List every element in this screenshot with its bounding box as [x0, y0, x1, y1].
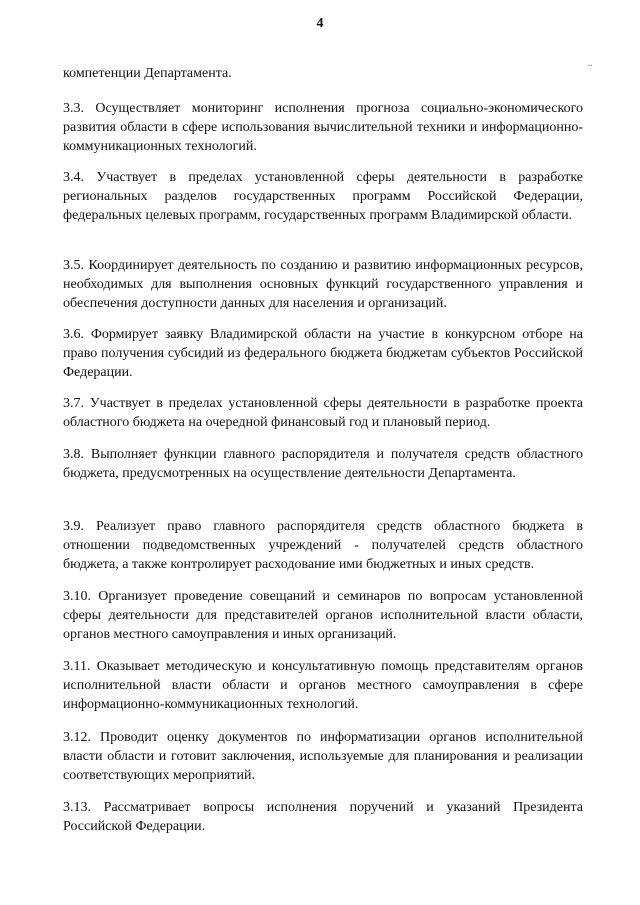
paragraph-3-8: 3.8. Выполняет функции главного распорядителя и получателя средств областного бюджета, предусмотренных на осуществление деятельности Департамента.	[63, 447, 583, 481]
paragraph-3-10: 3.10. Организует проведение совещаний и семинаров по вопросам установленной сферы деятельности для представителей органов исполнительной власти области, органов местного самоуправления и иных организаций.	[63, 589, 583, 642]
paragraph-3-13: 3.13. Рассматривает вопросы исполнения поручений и указаний Президента Российской Федерации.	[63, 800, 583, 834]
page-number: 4	[316, 16, 324, 31]
paragraph-3-12: 3.12. Проводит оценку документов по информатизации органов исполнительной власти области и готовит заключения, используемые для планирования и реализации соответствующих мероприятий.	[63, 730, 583, 783]
paragraph-3-3: 3.3. Осуществляет мониторинг исполнения прогноза социально-экономического развития области в сфере использования вычислительной техники и информационно-коммуникационных технологий.	[63, 101, 583, 154]
paragraph-3-4: 3.4. Участвует в пределах установленной сферы деятельности в разработке региональных разделов государственных программ Российской Федерации, федеральных целевых программ, государственных программ Владимирской области.	[63, 170, 583, 223]
scan-mark: ..	[588, 58, 593, 68]
paragraph-3-6: 3.6. Формирует заявку Владимирской области на участие в конкурсном отборе на право получения субсидий из федерального бюджета бюджетам субъектов Российской Федерации.	[63, 327, 583, 380]
paragraph-3-11: 3.11. Оказывает методическую и консультативную помощь представителям органов исполнительной власти области и органов местного самоуправления в сфере информационно-коммуникационных технологий.	[63, 659, 583, 712]
paragraph-3-5: 3.5. Координирует деятельность по созданию и развитию информационных ресурсов, необходимых для выполнения основных функций государственного управления и обеспечения доступности данных для населения и организаций.	[63, 258, 583, 311]
paragraph-3-7: 3.7. Участвует в пределах установленной сферы деятельности в разработке проекта областного бюджета на очередной финансовый год и плановый период.	[63, 396, 583, 430]
paragraph-3-9: 3.9. Реализует право главного распорядителя средств областного бюджета в отношении подведомственных учреждений - получателей средств областного бюджета, а также контролирует расходование ими бюджетных и иных средств.	[63, 519, 583, 572]
paragraph-continuation: компетенции Департамента.	[63, 66, 232, 81]
